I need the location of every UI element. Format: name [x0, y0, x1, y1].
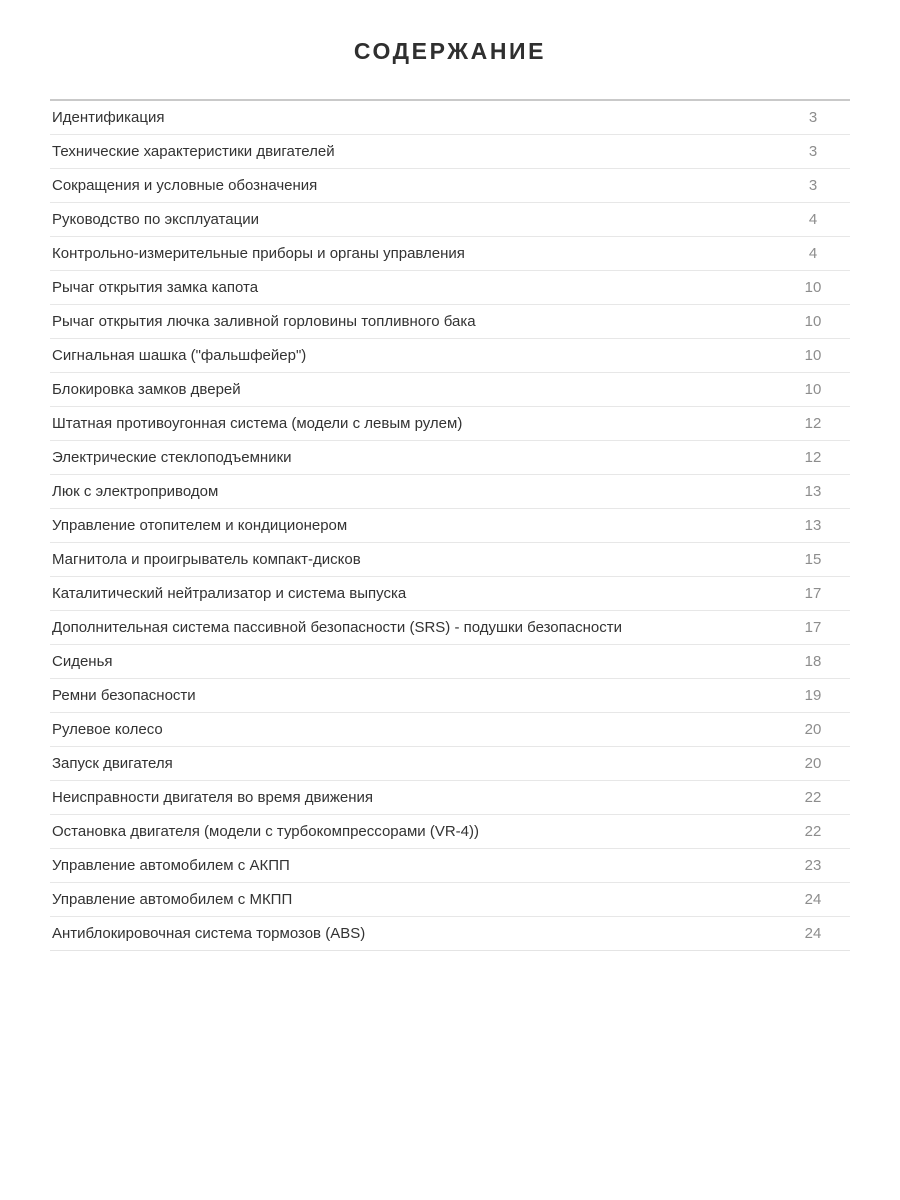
toc-entry-page-number: 22 [804, 789, 822, 806]
toc-entry[interactable] [50, 509, 850, 543]
toc-entry[interactable] [50, 101, 850, 135]
toc-entry-page-number: 18 [804, 653, 822, 670]
toc-entry[interactable] [50, 339, 850, 373]
toc-entry-page-number: 23 [804, 857, 822, 874]
toc-entry-page-number: 17 [804, 585, 822, 602]
toc-entry[interactable] [50, 679, 850, 713]
toc-entry-title: Рулевое колесо [52, 721, 163, 738]
toc-entry[interactable] [50, 135, 850, 169]
toc-entry-title: Электрические стеклоподъемники [52, 449, 292, 466]
toc-entry[interactable] [50, 543, 850, 577]
toc-entry[interactable] [50, 373, 850, 407]
toc-entry[interactable] [50, 713, 850, 747]
toc-entry-page-number: 24 [804, 925, 822, 942]
toc-entry[interactable] [50, 917, 850, 951]
toc-entry-page-number: 17 [804, 619, 822, 636]
toc-entry-title: Дополнительная система пассивной безопасности (SRS) - подушки безопасности [52, 619, 622, 636]
toc-entry-title: Рычаг открытия лючка заливной горловины топливного бака [52, 313, 476, 330]
page-title: СОДЕРЖАНИЕ [353, 38, 547, 64]
table-of-contents [50, 99, 850, 951]
toc-entry[interactable] [50, 407, 850, 441]
toc-entry-page-number: 4 [808, 245, 818, 262]
toc-entry-page-number: 3 [808, 177, 818, 194]
toc-entry-page-number: 10 [804, 313, 822, 330]
toc-entry[interactable] [50, 815, 850, 849]
toc-entry-page-number: 3 [808, 109, 818, 126]
toc-entry-title: Остановка двигателя (модели с турбокомпрессорами (VR-4)) [52, 823, 479, 840]
toc-entry-title: Сокращения и условные обозначения [52, 177, 318, 194]
toc-entry-page-number: 19 [804, 687, 822, 704]
toc-entry[interactable] [50, 203, 850, 237]
toc-entry-title: Рычаг открытия замка капота [52, 279, 259, 296]
toc-entry-page-number: 10 [804, 381, 822, 398]
toc-entry-title: Запуск двигателя [52, 755, 173, 772]
toc-entry-page-number: 20 [804, 721, 822, 738]
toc-entry-title: Контрольно-измерительные приборы и органы управления [52, 245, 465, 262]
toc-entry[interactable] [50, 475, 850, 509]
toc-entry[interactable] [50, 645, 850, 679]
toc-entry-page-number: 12 [804, 415, 822, 432]
toc-entry[interactable] [50, 747, 850, 781]
toc-entry-title: Неисправности двигателя во время движения [52, 789, 374, 806]
toc-entry-title: Управление отопителем и кондиционером [52, 517, 348, 534]
toc-entry[interactable] [50, 849, 850, 883]
toc-entry-page-number: 20 [804, 755, 822, 772]
toc-entry[interactable] [50, 781, 850, 815]
toc-entry-title: Сигнальная шашка ("фальшфейер") [52, 347, 307, 364]
toc-entry-page-number: 13 [804, 517, 822, 534]
toc-entry-page-number: 13 [804, 483, 822, 500]
toc-entry-title: Антиблокировочная система тормозов (ABS) [52, 925, 366, 942]
toc-entry-page-number: 3 [808, 143, 818, 160]
toc-entry[interactable] [50, 441, 850, 475]
toc-entry-page-number: 4 [808, 211, 818, 228]
toc-entry-title: Управление автомобилем с МКПП [52, 891, 293, 908]
toc-entry[interactable] [50, 271, 850, 305]
toc-entry[interactable] [50, 611, 850, 645]
toc-entry-title: Штатная противоугонная система (модели с левым рулем) [52, 415, 463, 432]
toc-entry[interactable] [50, 305, 850, 339]
toc-entry-page-number: 10 [804, 347, 822, 364]
toc-entry-title: Сиденья [52, 653, 113, 670]
toc-entry[interactable] [50, 883, 850, 917]
toc-entry-title: Идентификация [52, 109, 165, 126]
toc-entry-title: Люк с электроприводом [52, 483, 219, 500]
toc-entry-title: Магнитола и проигрыватель компакт-дисков [52, 551, 361, 568]
toc-entry-title: Технические характеристики двигателей [52, 143, 335, 160]
toc-entry[interactable] [50, 577, 850, 611]
toc-entry-title: Блокировка замков дверей [52, 381, 241, 398]
toc-entry-title: Каталитический нейтрализатор и система выпуска [52, 585, 407, 602]
toc-entry[interactable] [50, 169, 850, 203]
toc-entry-page-number: 22 [804, 823, 822, 840]
toc-entry-title: Ремни безопасности [52, 687, 196, 704]
toc-entry-page-number: 10 [804, 279, 822, 296]
toc-entry-page-number: 15 [804, 551, 822, 568]
toc-entry-page-number: 24 [804, 891, 822, 908]
toc-entry-title: Управление автомобилем с АКПП [52, 857, 290, 874]
toc-entry-title: Руководство по эксплуатации [52, 211, 259, 228]
toc-entry-page-number: 12 [804, 449, 822, 466]
toc-entry[interactable] [50, 237, 850, 271]
